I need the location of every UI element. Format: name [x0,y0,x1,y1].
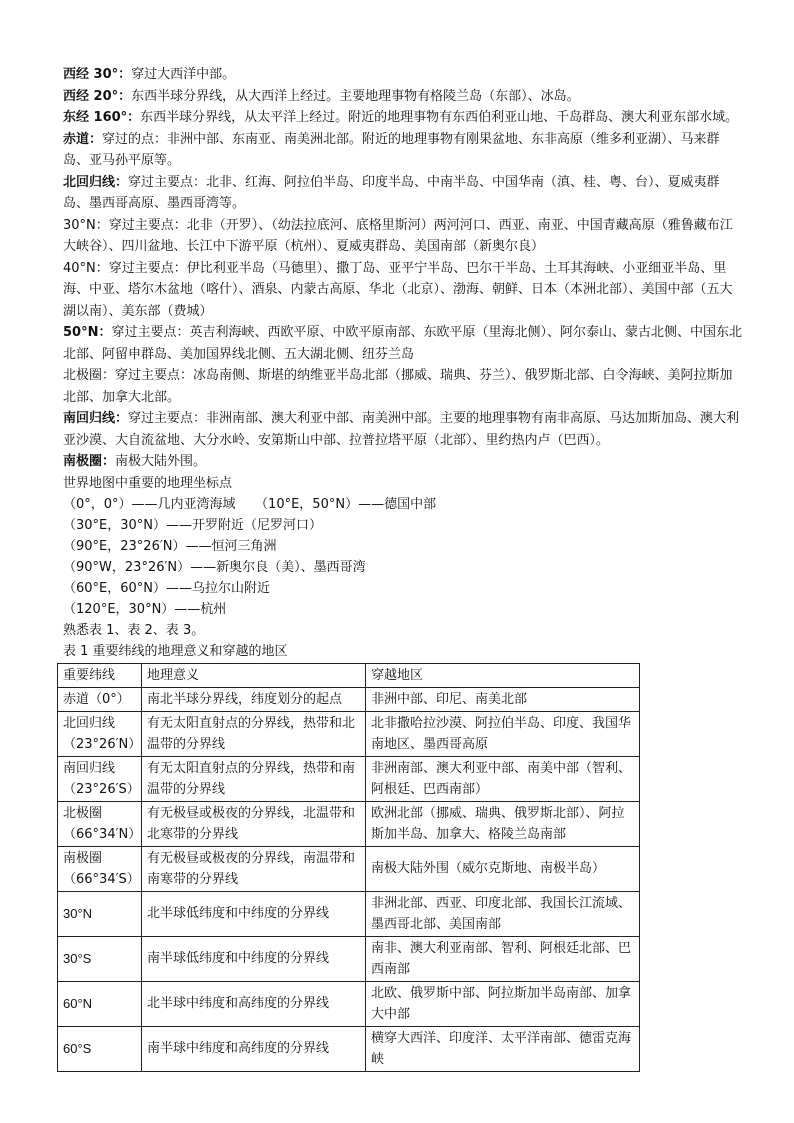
table-row [58,711,640,756]
table-row [58,687,640,711]
table-cell: 有无极昼或极夜的分界线，南温带和南寒带的分界线 [142,846,366,891]
table-row [58,891,640,936]
table-cell: 非洲北部、西亚、印度北部、我国长江流域、墨西哥北部、美国南部 [366,891,640,936]
table-cell: 赤道（0°） [58,687,142,711]
table-cell: 有无太阳直射点的分界线，热带和南温带的分界线 [142,756,366,801]
table-cell: 南极大陆外围（威尔克斯地、南极半岛） [366,846,640,891]
coord-line: （60°E，60°N）——乌拉尔山附近 [63,580,271,596]
table-cell: 非洲中部、印尼、南美北部 [366,687,640,711]
table-cell: 北欧、俄罗斯中部、阿拉斯加半岛南部、加拿大中部 [366,981,640,1026]
table-cell: 有无太阳直射点的分界线，热带和北温带的分界线 [142,711,366,756]
table-header-cell: 重要纬线 [58,663,142,687]
table-row [58,1026,640,1071]
coord-line: （30°E，30°N）——开罗附近（尼罗河口） [63,517,323,533]
table-cell: 欧洲北部（挪威、瑞典、俄罗斯北部）、阿拉斯加半岛、加拿大、格陵兰岛南部 [366,801,640,846]
parallel-40n: 40°N：穿过主要点：伊比利亚半岛（马德里）、撒丁岛、亚平宁半岛、巴尔干半岛、土耳其海峡、小亚细亚半岛、里海、中亚、塔尔木盆地（喀什）、酒泉、内蒙古高原、华北（北京）、渤海、朝鲜、日本（本洲北部）、美国中部（五大湖以南）、美东部（费城） [63,260,733,319]
table-caption: 表 1 重要纬线的地理意义和穿越的地区 [63,643,288,659]
table-header-cell: 穿越地区 [366,663,640,687]
table-cell: 南回归线（23°26′S） [58,756,142,801]
table-header-row [58,663,640,687]
parallel-30n: 30°N：穿过主要点：北非（开罗）、（幼法拉底河、底格里斯河）两河河口、西亚、南亚、中国青藏高原（雅鲁藏布江大峡谷）、四川盆地、长江中下游平原（杭州）、夏威夷群岛、美国南部（新奥尔良） [63,217,733,254]
table-cell: 非洲南部、澳大利亚中部、南美中部（智利、阿根廷、巴西南部） [366,756,640,801]
table-cell: 60°S [58,1026,142,1071]
parallel-arctic-circle: 北极圈：穿过主要点：冰岛南侧、斯堪的纳维亚半岛北部（挪威、瑞典、芬兰）、俄罗斯北部、白令海峡、美阿拉斯加北部、加拿大北部。 [63,368,733,405]
meridian-20w: 西经 20°：东西半球分界线，从大西洋上经过。主要地理事物有格陵兰岛（东部）、冰岛。 [63,88,580,104]
coord-line: （90°E，23°26′N）——恒河三角洲 [63,538,277,554]
table-cell: 有无极昼或极夜的分界线，北温带和北寒带的分界线 [142,801,366,846]
parallel-50n: 50°N：穿过主要点：英吉利海峡、西欧平原、中欧平原南部、东欧平原（里海北侧）、阿尔泰山、蒙古北侧、中国东北北部、阿留申群岛、美加国界线北侧、五大湖北侧、纽芬兰岛 [63,325,742,362]
table-cell: 30°N [58,891,142,936]
table-cell: 北半球中纬度和高纬度的分界线 [142,981,366,1026]
table-cell: 南北半球分界线，纬度划分的起点 [142,687,366,711]
coord-line: （120°E，30°N）——杭州 [63,601,227,617]
parallel-tropic-capricorn: 南回归线：穿过主要点：非洲南部、澳大利亚中部、南美洲中部。主要的地理事物有南非高原、马达加斯加岛、澳大利亚沙漠、大自流盆地、大分水岭、安第斯山中部、拉普拉塔平原（北部）、里约热内卢（巴西）。 [63,411,740,448]
table-cell: 南非、澳大利亚南部、智利、阿根廷北部、巴西南部 [366,936,640,981]
parallel-tropic-cancer: 北回归线：穿过主要点：北非、红海、阿拉伯半岛、印度半岛、中南半岛、中国华南（滇、桂、粤、台）、夏威夷群岛、墨西哥高原、墨西哥湾等。 [63,174,720,211]
familiar-note: 熟悉表 1、表 2、表 3。 [63,622,205,638]
table-cell: 北极圈（66°34′N） [58,801,142,846]
coords-title: 世界地图中重要的地理坐标点 [63,475,233,491]
table-cell: 南极圈（66°34′S） [58,846,142,891]
coord-line: （0°，0°）——几内亚湾海域 （10°E，50°N）——德国中部 [63,496,437,512]
table-cell: 南半球中纬度和高纬度的分界线 [142,1026,366,1071]
table-cell: 60°N [58,981,142,1026]
meridian-160e: 东经 160°：东西半球分界线，从太平洋上经过。附近的地理事物有东西伯利亚山地、千岛群岛、澳大利亚东部水域。 [63,110,739,125]
table-cell: 南半球低纬度和中纬度的分界线 [142,936,366,981]
parallel-equator: 赤道：穿过的点：非洲中部、东南亚、南美洲北部。附近的地理事物有刚果盆地、东非高原（维多利亚湖）、马来群岛、亚马孙平原等。 [63,131,720,168]
parallel-antarctic-circle: 南极圈：南极大陆外围。 [63,454,207,469]
table-cell: 北非撒哈拉沙漠、阿拉伯半岛、印度、我国华南地区、墨西哥高原 [366,711,640,756]
table-row [58,936,640,981]
table-cell: 北回归线（23°26′N） [58,711,142,756]
meridian-30w: 西经 30°：穿过大西洋中部。 [63,67,236,82]
table-row [58,846,640,891]
coord-line: （90°W，23°26′N）——新奥尔良（美）、墨西哥湾 [63,559,366,575]
table-cell: 横穿大西洋、印度洋、太平洋南部、德雷克海峡 [366,1026,640,1071]
latitude-table [57,663,640,1072]
table-row [58,756,640,801]
table-header-cell: 地理意义 [142,663,366,687]
table-row [58,801,640,846]
table-cell: 30°S [58,936,142,981]
table-row [58,981,640,1026]
document-body [63,64,743,1072]
table-cell: 北半球低纬度和中纬度的分界线 [142,891,366,936]
